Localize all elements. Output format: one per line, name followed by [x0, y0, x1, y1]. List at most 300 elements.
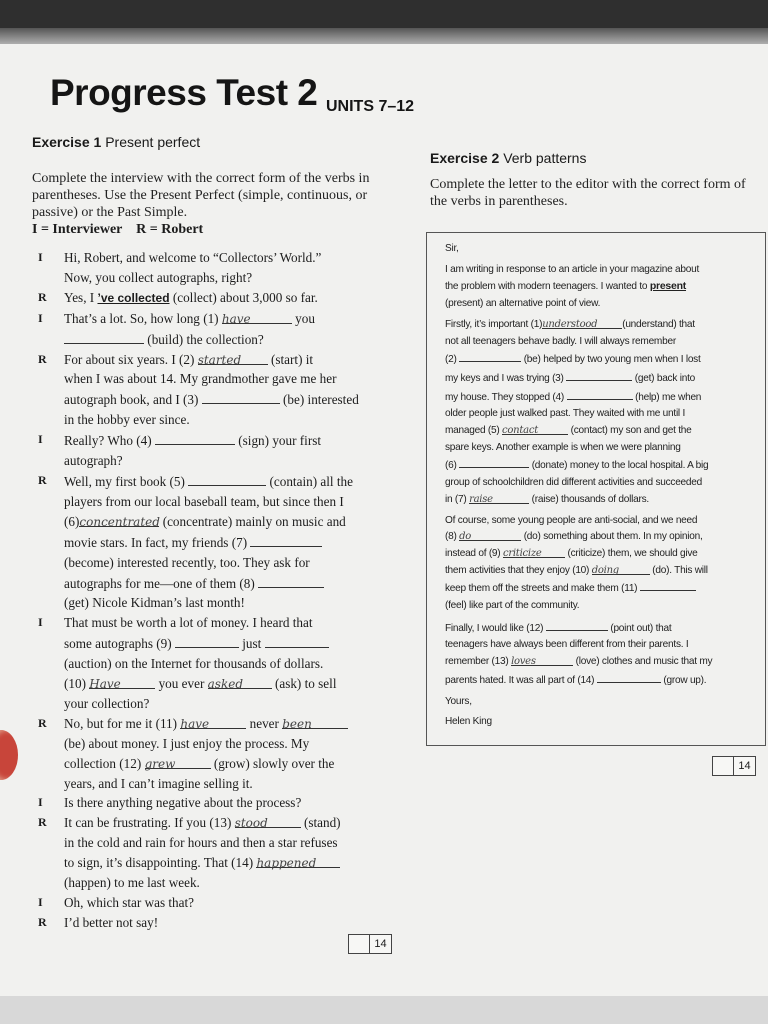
text-line: [445, 456, 765, 475]
printed-text: years, and I can’t imagine selling it.: [64, 775, 253, 791]
printed-text: (6): [445, 460, 460, 472]
printed-text: (10): [64, 676, 90, 692]
text-line: [36, 734, 408, 754]
exercise2-score-box: [712, 756, 756, 776]
line-text: [64, 853, 340, 873]
answer-blank[interactable]: [566, 369, 632, 381]
answer-blank[interactable]: [265, 633, 329, 648]
printed-text: remember (13): [445, 656, 512, 668]
line-text: [64, 248, 321, 268]
line-text: [64, 714, 348, 734]
line-text: [64, 573, 324, 594]
printed-text: (start) it: [267, 351, 314, 367]
printed-text: (concentrate) mainly on music and: [159, 513, 346, 529]
answer-blank[interactable]: [207, 674, 272, 692]
line-text: [64, 288, 318, 309]
printed-text: (point out) that: [607, 622, 672, 634]
text-line: [36, 613, 408, 633]
speaker-tag: R: [38, 351, 47, 366]
line-text: [445, 262, 699, 279]
line-text: [64, 613, 313, 633]
text-line: [36, 813, 408, 833]
printed-text: players from our local baseball team, but since then I: [64, 493, 344, 509]
printed-text: Helen King: [445, 716, 492, 728]
text-line: [445, 296, 765, 313]
text-line: [36, 471, 408, 492]
printed-text: (8): [445, 531, 460, 543]
line-text: [445, 513, 697, 530]
exercise1-label: Exercise 1: [32, 134, 102, 150]
line-text: [445, 406, 685, 423]
line-text: [64, 389, 359, 410]
line-text: [64, 913, 158, 933]
exercise1-heading: [32, 134, 200, 150]
printed-text: (collect) about 3,000 so far.: [169, 289, 318, 305]
printed-text: That must be worth a lot of money. I heard that: [64, 615, 313, 631]
text-line: [36, 774, 408, 794]
text-line: [36, 694, 408, 714]
example-answer: ’ve collected: [97, 290, 170, 305]
text-line: [36, 674, 408, 694]
printed-text: managed (5): [445, 425, 503, 437]
printed-text: not all teenagers behave badly. I will always remember: [445, 335, 676, 347]
speaker-tag: I: [38, 795, 43, 810]
answer-blank[interactable]: [459, 456, 529, 468]
handwritten-answer: contact: [502, 425, 538, 437]
answer-blank[interactable]: [546, 619, 608, 631]
printed-text: spare keys. Another example is when we were planning: [445, 441, 681, 453]
speaker-tag: [36, 853, 64, 873]
printed-text: autograph book, and I (3): [64, 392, 202, 408]
printed-text: (sign) your first: [234, 433, 322, 449]
line-text: [64, 451, 123, 471]
exercise2-heading: [430, 150, 586, 166]
line-text: [445, 529, 703, 546]
speaker-tag: R: [38, 914, 47, 929]
answer-blank[interactable]: [155, 430, 235, 445]
line-text: [445, 579, 696, 598]
text-line: [36, 532, 408, 553]
line-text: [64, 369, 336, 389]
printed-text: collection (12): [64, 755, 145, 771]
text-line: [445, 423, 765, 440]
speaker-tag: I: [38, 895, 43, 909]
line-text: [64, 350, 313, 370]
text-line: [445, 694, 765, 711]
line-text: [445, 278, 686, 296]
printed-text: (contain) all the: [266, 473, 353, 489]
speaker-tag: [36, 553, 64, 573]
speaker-tag: [36, 694, 64, 714]
line-text: [64, 471, 353, 492]
printed-text: Hi, Robert, and welcome to “Collectors’ World.”: [64, 250, 322, 265]
text-line: [36, 893, 408, 913]
line-text: [445, 241, 459, 258]
units-subtitle: UNITS 7–12: [326, 98, 415, 115]
printed-text: (auction) on the Internet for thousands of dollars.: [64, 656, 324, 672]
printed-text: autographs for me—one of them (8): [64, 575, 259, 591]
line-text: [64, 674, 336, 694]
letter-text: [445, 241, 765, 731]
letter-box: [426, 232, 766, 746]
answer-blank[interactable]: [592, 563, 650, 575]
printed-text: Really? Who (4): [64, 433, 155, 449]
line-text: [445, 546, 698, 563]
printed-text: your collection?: [64, 695, 150, 711]
answer-blank[interactable]: [89, 674, 155, 692]
printed-text: (2): [445, 354, 460, 366]
score-blank-cell[interactable]: [712, 756, 734, 776]
handwritten-answer: doing: [591, 564, 619, 576]
exercise1-score-box: [348, 934, 392, 954]
printed-text: Sir,: [445, 243, 459, 254]
answer-blank[interactable]: [175, 633, 239, 648]
printed-text: (ask) to sell: [271, 676, 337, 692]
speaker-tag: [36, 512, 64, 532]
printed-text: For about six years. I (2): [64, 351, 198, 367]
printed-text: in the hobby ever since.: [64, 412, 190, 428]
answer-blank[interactable]: [542, 317, 622, 329]
printed-text: (present) an alternative point of view.: [445, 298, 601, 310]
line-text: [64, 410, 190, 430]
printed-text: when I was about 14. My grandmother gave me her: [64, 371, 337, 387]
speaker-tag: [36, 369, 64, 389]
line-text: [445, 440, 681, 457]
handwritten-answer: concentrated: [79, 514, 160, 529]
printed-text: (contact) my son and get the: [568, 425, 692, 437]
printed-text: movie stars. In fact, my friends (7): [64, 534, 251, 550]
line-text: [64, 813, 341, 833]
speaker-tag: [36, 268, 64, 288]
text-line: [36, 873, 408, 893]
printed-text: (do) something about them. In my opinion,: [521, 531, 703, 543]
text-line: [445, 440, 765, 457]
answer-blank[interactable]: [282, 714, 348, 729]
printed-text: (understand) that: [622, 318, 695, 330]
printed-text: (be) helped by two young men when I lost: [521, 354, 701, 366]
printed-text: in (7): [445, 493, 470, 505]
printed-text: (donate) money to the local hospital. A big: [529, 460, 709, 472]
printed-text: (6): [64, 513, 80, 529]
printed-text: I am writing in response to an article in your magazine about: [445, 263, 700, 275]
handwritten-answer: grew: [144, 756, 176, 771]
handwritten-answer: raise: [469, 493, 493, 505]
text-line: [445, 671, 765, 690]
text-line: [445, 529, 765, 546]
handwritten-answer: been: [282, 716, 312, 731]
line-text: [445, 317, 695, 334]
text-line: [36, 512, 408, 532]
text-line: [445, 406, 765, 423]
answer-blank[interactable]: [234, 813, 301, 831]
line-text: [445, 369, 695, 388]
handwritten-answer: understood: [542, 318, 598, 330]
handwritten-answer: stood: [234, 816, 268, 831]
printed-text: (help) me when: [632, 391, 702, 403]
printed-text: autograph?: [64, 453, 123, 469]
line-text: [64, 654, 323, 674]
line-text: [64, 512, 346, 532]
answer-blank[interactable]: [222, 309, 292, 324]
text-line: [445, 369, 765, 388]
line-text: [64, 893, 194, 913]
text-line: [36, 350, 408, 370]
line-text: [64, 833, 338, 853]
answer-blank[interactable]: [503, 546, 565, 558]
text-line: [36, 389, 408, 410]
text-line: [36, 288, 408, 309]
line-text: [445, 654, 712, 671]
text-line: [36, 913, 408, 933]
speaker-tag: [36, 410, 64, 430]
handwritten-answer: started: [197, 352, 242, 367]
speaker-legend: I = Interviewer R = Robert: [32, 222, 204, 237]
printed-text: (feel) like part of the community.: [445, 600, 580, 612]
text-line: [36, 754, 408, 774]
printed-text: just: [238, 636, 265, 652]
printed-text: group of schoolchildren did different activities and succeeded: [445, 477, 703, 489]
printed-text: my keys and I was trying (3): [445, 372, 567, 384]
printed-text: Now, you collect autographs, right?: [64, 269, 253, 285]
text-line: [36, 248, 408, 268]
speaker-tag: I: [38, 250, 43, 264]
answer-blank[interactable]: [145, 754, 211, 769]
printed-text: to sign, it’s disappointing. That (14): [64, 855, 257, 871]
printed-text: you ever: [155, 676, 208, 692]
speaker-tag: R: [38, 715, 47, 730]
text-line: [36, 451, 408, 471]
line-text: [445, 492, 649, 509]
answer-blank[interactable]: [597, 671, 661, 683]
answer-blank[interactable]: [256, 853, 340, 871]
text-line: [36, 268, 408, 288]
speaker-tag: [36, 532, 64, 553]
handwritten-answer: do: [459, 531, 472, 543]
exercise2-topic: Verb patterns: [503, 150, 587, 166]
speaker-tag: [36, 389, 64, 410]
text-line: [445, 262, 765, 279]
text-line: [445, 619, 765, 638]
score-total: 14: [370, 934, 392, 954]
line-text: [445, 350, 701, 369]
answer-blank[interactable]: [459, 529, 521, 541]
printed-text: Is there anything negative about the process?: [64, 795, 302, 811]
text-line: [445, 637, 765, 654]
line-text: [445, 475, 702, 492]
printed-text: Oh, which star was that?: [64, 895, 195, 910]
speaker-tag: R: [38, 815, 47, 830]
exercise2-label: Exercise 2: [430, 150, 500, 166]
printed-text: (happen) to me last week.: [64, 875, 200, 891]
text-line: [445, 654, 765, 671]
speaker-tag: [36, 329, 64, 350]
printed-text: them activities that they enjoy (10): [445, 564, 592, 576]
text-line: [445, 598, 765, 615]
line-text: [64, 633, 329, 654]
printed-text: It can be frustrating. If you (13): [64, 815, 235, 831]
line-text: [64, 694, 149, 714]
printed-text: I’d better not say!: [64, 914, 159, 930]
line-text: [445, 714, 492, 731]
text-line: [36, 853, 408, 873]
line-text: [64, 774, 253, 794]
text-line: [445, 317, 765, 334]
line-text: [64, 873, 200, 893]
line-text: [64, 329, 264, 350]
printed-text: (get) Nicole Kidman’s last month!: [64, 595, 245, 611]
text-line: [36, 793, 408, 813]
answer-blank[interactable]: [202, 389, 280, 404]
printed-text: (be) about money. I just enjoy the process. My: [64, 735, 310, 751]
text-line: [36, 714, 408, 734]
text-line: [445, 513, 765, 530]
bottom-margin: [0, 996, 768, 1024]
text-line: [36, 410, 408, 430]
exercise1-topic: Present perfect: [105, 134, 201, 150]
printed-text: keep them off the streets and make them (11): [445, 583, 640, 595]
text-line: [445, 546, 765, 563]
printed-text: (love) clothes and music that my: [573, 656, 713, 668]
printed-text: in the cold and rain for hours and then a star refuses: [64, 835, 338, 851]
printed-text: That’s a lot. So, how long (1): [64, 310, 222, 326]
answer-blank[interactable]: [79, 512, 159, 527]
handwritten-answer: have: [180, 716, 210, 731]
printed-text: (build) the collection?: [144, 331, 264, 347]
line-text: [64, 309, 315, 329]
speaker-tag: I: [38, 615, 43, 630]
answer-blank[interactable]: [198, 350, 268, 365]
line-text: [445, 637, 688, 654]
text-line: [36, 633, 408, 654]
printed-text: No, but for me it (11): [64, 715, 181, 731]
text-line: [36, 329, 408, 350]
printed-text: Finally, I would like (12): [445, 622, 546, 634]
speaker-tag: [36, 774, 64, 794]
exercise2-instructions: Complete the letter to the editor with the correct form of the verbs in parentheses.: [430, 177, 746, 209]
printed-text: parents hated. It was all part of (14): [445, 674, 597, 686]
line-text: [445, 563, 708, 580]
text-line: [36, 654, 408, 674]
answer-blank[interactable]: [188, 471, 266, 486]
speaker-tag: [36, 633, 64, 654]
answer-blank[interactable]: [640, 579, 696, 591]
line-text: [445, 334, 676, 351]
printed-text: (do). This will: [649, 564, 708, 576]
answer-blank[interactable]: [459, 350, 521, 362]
printed-text: (get) back into: [632, 372, 695, 384]
printed-text: Yes, I: [64, 289, 98, 305]
handwritten-answer: happened: [256, 856, 317, 871]
text-line: [445, 388, 765, 407]
printed-text: older people just walked past. They waited with me until I: [445, 408, 686, 420]
printed-text: my house. They stopped (4): [445, 391, 567, 403]
answer-blank[interactable]: [469, 492, 529, 504]
line-text: [64, 553, 310, 573]
speaker-tag: I: [38, 310, 43, 325]
printed-text: Firstly, it’s important (1): [445, 318, 543, 330]
speaker-tag: [36, 593, 64, 613]
text-line: [445, 714, 765, 731]
line-text: [64, 593, 245, 613]
score-blank-cell[interactable]: [348, 934, 370, 954]
speaker-tag: [36, 754, 64, 774]
answer-blank[interactable]: [567, 388, 633, 400]
line-text: [445, 423, 692, 440]
score-total: 14: [734, 756, 756, 776]
printed-text: (stand): [300, 815, 341, 831]
text-line: [36, 430, 408, 451]
printed-text: Of course, some young people are anti-social, and we need: [445, 514, 698, 526]
speaker-tag: [36, 674, 64, 694]
answer-blank[interactable]: [64, 329, 144, 344]
text-line: [36, 553, 408, 573]
answer-blank[interactable]: [502, 423, 568, 435]
handwritten-answer: criticize: [502, 547, 542, 559]
handwritten-answer: asked: [207, 677, 244, 692]
printed-text: (criticize) them, we should give: [564, 547, 698, 559]
interview-dialog: [36, 248, 408, 933]
printed-text: teenagers have always been different from their parents. I: [445, 639, 689, 651]
line-text: [64, 532, 322, 553]
text-line: [36, 369, 408, 389]
line-text: [445, 598, 579, 615]
line-text: [445, 296, 600, 313]
speaker-tag: [36, 873, 64, 893]
text-line: [445, 350, 765, 369]
handwritten-answer: have: [221, 311, 251, 326]
text-line: [445, 278, 765, 296]
printed-text: Yours,: [445, 695, 472, 707]
example-answer: present: [649, 280, 687, 293]
printed-text: (raise) thousands of dollars.: [529, 493, 649, 505]
printed-text: (be) interested: [279, 392, 359, 408]
line-text: [445, 671, 706, 690]
line-text: [64, 492, 344, 512]
text-line: [445, 334, 765, 351]
handwritten-answer: Have: [89, 677, 121, 692]
printed-text: instead of (9): [445, 547, 503, 559]
text-line: [445, 241, 765, 258]
line-text: [445, 694, 472, 711]
speaker-tag: I: [38, 432, 43, 447]
text-line: [445, 492, 765, 509]
handwritten-answer: loves: [511, 656, 536, 668]
printed-text: (become) interested recently, too. They ask for: [64, 554, 310, 570]
line-text: [64, 268, 252, 288]
speaker-tag: [36, 492, 64, 512]
printed-text: (grow) slowly over the: [210, 755, 335, 771]
answer-blank[interactable]: [250, 532, 322, 547]
text-line: [445, 475, 765, 492]
speaker-tag: [36, 833, 64, 853]
answer-blank[interactable]: [511, 654, 573, 666]
line-text: [445, 456, 708, 475]
text-line: [36, 573, 408, 594]
speaker-tag: [36, 573, 64, 594]
answer-blank[interactable]: [180, 714, 246, 729]
exercise1-instructions: Complete the interview with the correct form of the verbs in parentheses. Use the Present Perfect (simple, continuous, or passive) or the Past Simple.: [32, 171, 370, 220]
printed-text: some autographs (9): [64, 636, 175, 652]
printed-text: never: [246, 715, 283, 731]
page-title: Progress Test 2: [50, 72, 318, 113]
answer-blank[interactable]: [258, 573, 324, 588]
printed-text: (grow up).: [660, 674, 707, 686]
speaker-tag: R: [38, 289, 47, 304]
line-text: [445, 388, 701, 407]
line-text: [64, 430, 321, 451]
speaker-tag: [36, 654, 64, 674]
text-line: [36, 492, 408, 512]
